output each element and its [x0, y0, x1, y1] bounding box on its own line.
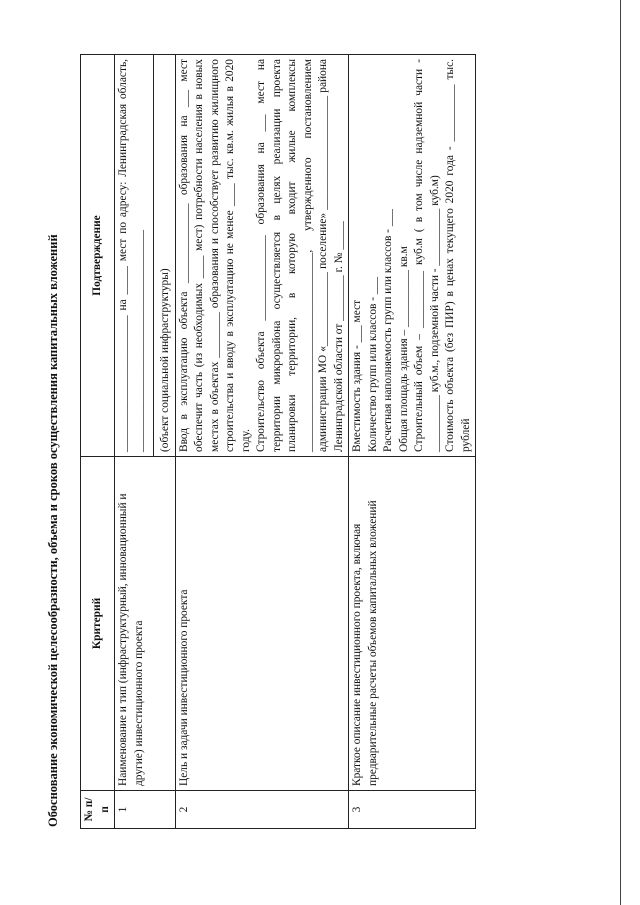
table-row [349, 55, 476, 829]
confirmation-line: Строительный объем – __________ куб.м ( в том числе надземной части - __________ куб.м., подземной части - __________ куб.м) [413, 59, 441, 452]
confirmation-note: (объект социальной инфраструктуры) [153, 55, 174, 456]
row-criterion: Краткое описание инвестиционного проекта, включая предварительные расчеты объемов капитальных вложений [349, 457, 476, 791]
table-header-row [81, 55, 115, 829]
document-title: Обоснование экономической целесообразности, объема и сроков осуществления капитальных вложений [46, 234, 60, 827]
row-number: 2 [175, 791, 349, 829]
table-row [115, 55, 176, 829]
confirmation-line: Расчетная наполняемость групп или классов - ___ [382, 209, 394, 452]
header-confirmation: Подтверждение [81, 55, 115, 457]
justification-table [80, 54, 476, 829]
header-criterion: Критерий [81, 457, 115, 791]
confirmation-paragraph: Строительство объекта _______________ образования на ___ мест на территории микрорайона осуществляется в целях реализации проекта планировки территории, в которую входит жилые комплексы ___________________________________, утвержденного постановлением администрации МО «_____________ поселение» ____________________ района Ленинградской области от ________ г. № _____ [255, 59, 345, 452]
row-confirmation [349, 55, 476, 457]
confirmation-line: Общая площадь здания – __________ кв.м [397, 246, 410, 452]
scan-edge-line [620, 0, 621, 905]
row-criterion: Цель и задачи инвестиционного проекта [175, 457, 349, 791]
confirmation-paragraph: Ввод в эксплуатацию объекта ______________ образования на ___ мест обеспечит часть (из необходимых ____ мест) потребности населения в новых местах в объектах ________ образования и способствует развитию жилищного строительства и вводу в эксплуатацию не менее ____ тыс. кв.м. жилья в 2020 году. [177, 59, 252, 452]
row-number: 3 [349, 791, 476, 829]
header-num: № п/п [81, 791, 115, 829]
row-number: 1 [115, 791, 176, 829]
table-row [175, 55, 349, 829]
confirmation-line: Количество групп или классов - ___ [366, 276, 379, 452]
confirmation-line: Вместимость здания - ___ мест [351, 299, 363, 452]
confirmation-text: ________________________ на _____ мест по адресу: Ленинградская область, _______________________________________ [117, 59, 145, 452]
confirmation-line: Стоимость объекта (без ПИР) в ценах текущего 2020 года - __________ тыс. рублей [444, 59, 472, 452]
row-confirmation [175, 55, 349, 457]
row-confirmation [115, 55, 176, 457]
row-criterion: Наименование и тип (инфраструктурный, инновационный и другие) инвестиционного проекта [115, 457, 176, 791]
